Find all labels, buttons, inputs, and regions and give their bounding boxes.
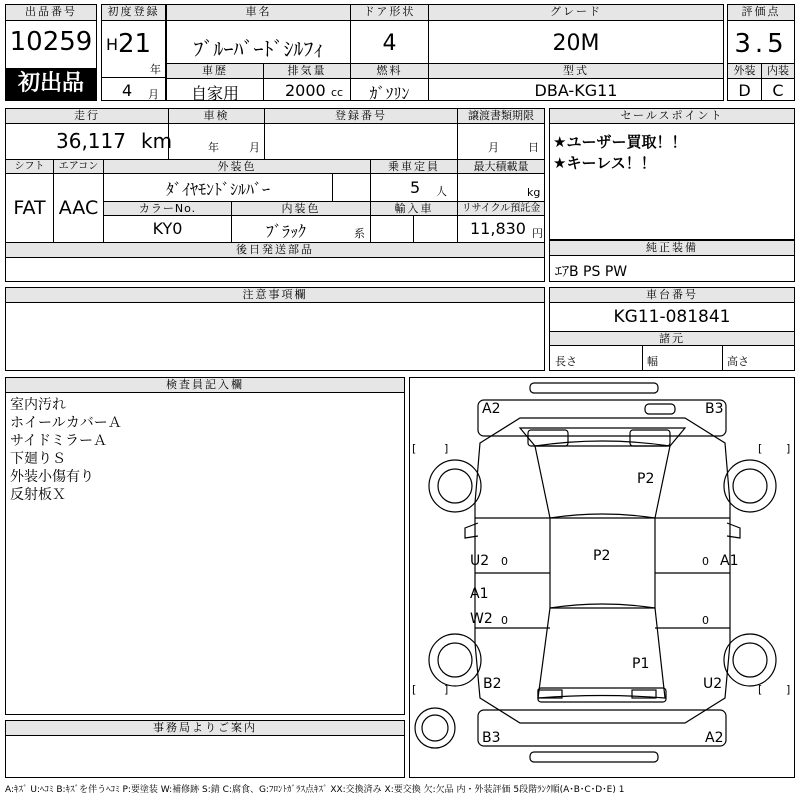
car-name: ﾌﾞﾙｰﾊﾞｰﾄﾞｼﾙﾌｨ (193, 37, 324, 61)
year: 21 (118, 29, 152, 59)
inspector-note: ホイールカバーＡ (10, 415, 122, 431)
model: DBA-KG11 (534, 81, 618, 100)
later-parts-label: 後日発送部品 (6, 243, 544, 258)
displacement-unit: cc (331, 86, 344, 99)
displacement: 2000 (285, 81, 326, 100)
mileage-unit: km (141, 129, 173, 153)
sales-point: ★キーレス！！ (553, 154, 656, 172)
year-unit: 年 (150, 63, 161, 76)
exterior-grade: D (738, 81, 751, 100)
history: 自家用 (190, 84, 239, 103)
inspection-year: 年 (208, 141, 219, 154)
legend-text: A:ｷｽﾞ U:ﾍｺﾐ B:ｷｽﾞを伴うﾍｺﾐ P:要塗装 W:補修跡 S:錆 C:腐食、G:ﾌﾛﾝﾄｶﾞﾗｽ点ｷｽﾞ XX:交換済み X:要交換 欠:欠品 内・外装評価 5段階ﾗﾝｸ順(A･B･C･D･E) 1 (5, 785, 625, 795)
grade-label: グレード (429, 5, 723, 21)
damage-mark: A1 (470, 586, 489, 602)
zero-mark: 0 (501, 614, 508, 627)
inspector-notes-label: 検査員記入欄 (6, 378, 404, 393)
first-registration-box (101, 4, 166, 101)
doors: 4 (382, 31, 397, 56)
damage-mark: A2 (705, 730, 724, 746)
chassis-box (549, 287, 795, 371)
inspection-month: 月 (249, 141, 260, 154)
score: 3.5 (734, 29, 788, 59)
sales-points-box (549, 108, 795, 240)
chassis-number: KG11-081841 (613, 307, 731, 327)
damage-mark: A1 (720, 553, 739, 569)
height-label: 高さ (727, 355, 749, 368)
shift-label: シフト (6, 160, 53, 174)
inspector-notes-box (5, 377, 405, 715)
displacement-label: 排気量 (264, 64, 350, 79)
sales-point: ★ユーザー買取！！ (553, 133, 687, 151)
recycle-fee-unit: 円 (532, 227, 543, 240)
zero-mark: 0 (501, 555, 508, 568)
capacity-unit: 人 (436, 185, 447, 198)
mileage: 36,117 (56, 129, 126, 153)
damage-mark: B3 (482, 730, 501, 746)
history-label: 車歴 (167, 64, 263, 79)
equipment-box (549, 240, 795, 282)
interior-grade: C (772, 81, 784, 100)
notes-label: 注意事項欄 (6, 288, 544, 303)
damage-mark: B2 (483, 676, 502, 692)
ac: AAC (58, 197, 99, 219)
bracket-left-top: [ (412, 442, 417, 455)
inspector-note: サイドミラーＡ (10, 433, 108, 449)
damage-mark: W2 (470, 611, 493, 627)
car-outline-diagram (410, 378, 794, 777)
color-number: KY0 (152, 219, 183, 238)
chassis-label: 車台番号 (550, 288, 794, 303)
first-listing-badge: 初出品 (6, 68, 96, 100)
length-label: 長さ (555, 355, 577, 368)
equipment-value: ｴｱB PS PW (555, 264, 628, 280)
damage-mark: U2 (703, 676, 723, 692)
max-load-label: 最大積載量 (458, 160, 544, 174)
transfer-month: 月 (488, 141, 499, 154)
lot-number: 10259 (9, 27, 93, 57)
bracket-left-bottom-close: ] (444, 683, 449, 696)
import-label: 輸入車 (371, 202, 457, 216)
width-label: 幅 (647, 355, 658, 368)
car-name-label: 車名 (167, 5, 350, 21)
damage-mark: A2 (482, 401, 501, 417)
damage-mark: U2 (470, 553, 490, 569)
zero-mark: 0 (702, 555, 709, 568)
ac-label: エアコン (54, 160, 103, 174)
recycle-fee: 11,830 (470, 219, 526, 238)
month-unit: 月 (148, 88, 159, 101)
interior-color-suffix: 系 (354, 227, 365, 240)
exterior-color-label: 外装色 (104, 160, 370, 174)
model-label: 型式 (429, 64, 723, 79)
inspector-note: 外装小傷有り (10, 469, 94, 485)
transfer-deadline-label: 譲渡書類期限 (458, 109, 544, 124)
month: 4 (122, 81, 133, 100)
damage-diagram (409, 377, 795, 778)
bracket-left-bottom: [ (412, 683, 417, 696)
capacity-label: 乗車定員 (371, 160, 457, 174)
interior-label: 内装 (762, 64, 794, 79)
bracket-right-top: [ (758, 442, 763, 455)
office-notice-box (5, 720, 405, 778)
inspector-note: 下廻りＳ (10, 451, 66, 467)
lot-number-label: 出品番号 (6, 5, 96, 21)
bracket-right-bottom: [ (758, 683, 763, 696)
bracket-right-bottom-close: ] (786, 683, 791, 696)
exterior-label: 外装 (728, 64, 761, 79)
inspection-label: 車検 (169, 109, 264, 124)
damage-mark: P1 (632, 656, 650, 672)
interior-color-label: 内装色 (232, 202, 370, 216)
exterior-color: ﾀﾞｲﾔﾓﾝﾄﾞｼﾙﾊﾞｰ (165, 180, 270, 199)
era: H (106, 35, 119, 54)
zero-mark: 0 (702, 614, 709, 627)
grade: 20M (552, 31, 600, 56)
max-load-unit: kg (527, 186, 541, 199)
bracket-right-top-close: ] (786, 442, 791, 455)
office-notice-label: 事務局よりご案内 (6, 721, 404, 736)
lot-number-box (5, 4, 97, 101)
fuel: ｶﾞｿﾘﾝ (369, 84, 410, 103)
recycle-fee-label: リサイクル預託金 (458, 202, 544, 216)
transfer-day: 日 (528, 141, 539, 154)
vehicle-details-box (5, 108, 545, 282)
damage-mark: B3 (705, 401, 724, 417)
sales-points-label: セールスポイント (550, 109, 794, 124)
score-label: 評価点 (728, 5, 794, 21)
fuel-label: 燃料 (351, 64, 428, 79)
car-info-box (166, 4, 724, 101)
shift: FAT (13, 197, 46, 219)
notes-box (5, 287, 545, 371)
inspector-note: 室内汚れ (10, 397, 66, 413)
inspector-note: 反射板Ｘ (10, 487, 66, 503)
damage-mark: P2 (593, 548, 611, 564)
interior-color: ﾌﾞﾗｯｸ (266, 222, 307, 241)
first-registration-label: 初度登録 (102, 5, 165, 21)
mileage-label: 走行 (6, 109, 168, 124)
color-number-label: カラーNo. (104, 202, 231, 216)
capacity: 5 (410, 178, 421, 197)
score-box (727, 4, 795, 101)
bracket-left-top-close: ] (444, 442, 449, 455)
dimensions-label: 諸元 (550, 332, 794, 346)
registration-number-label: 登録番号 (265, 109, 457, 124)
damage-mark: P2 (637, 471, 655, 487)
equipment-label: 純正装備 (550, 241, 794, 256)
doors-label: ドア形状 (351, 5, 428, 21)
